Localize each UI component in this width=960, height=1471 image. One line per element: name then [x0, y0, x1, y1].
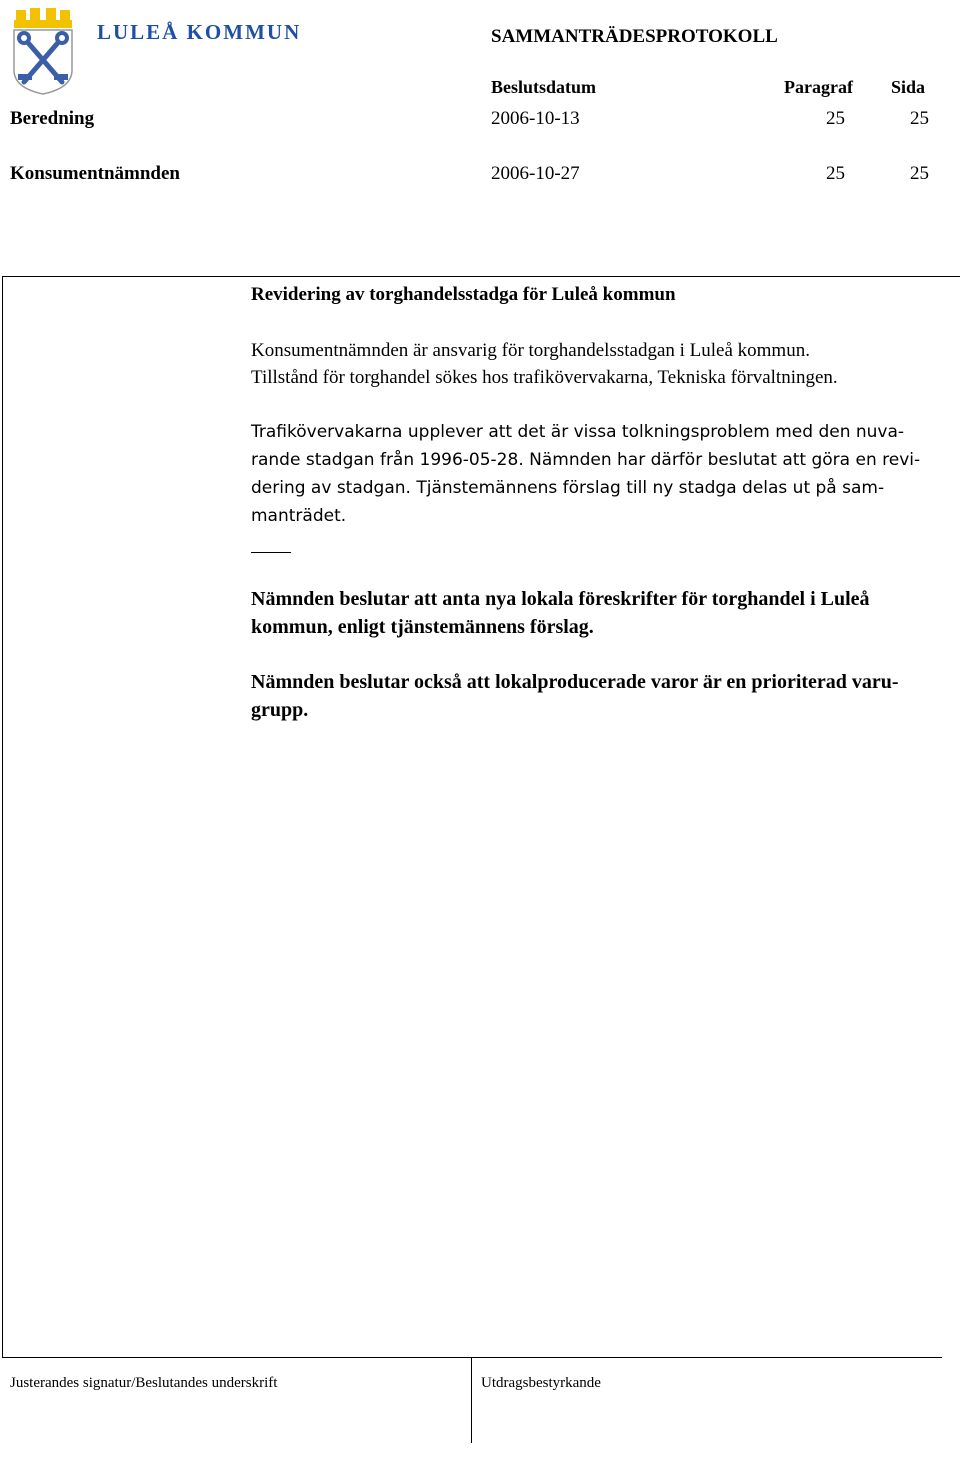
row-paragraph: 25 — [826, 108, 845, 129]
text-line: grupp. — [251, 699, 309, 721]
lulea-coat-of-arms-icon — [10, 4, 76, 96]
row-body-name: Beredning — [10, 108, 95, 129]
frame-top-rule — [2, 276, 960, 277]
row-page: 25 — [910, 108, 929, 129]
text-line: dering av stadgan. Tjänstemännens förslag till ny stadga delas ut på sam- — [251, 478, 885, 498]
decision-paragraph-1 — [251, 585, 951, 641]
frame-bottom-rule — [2, 1357, 942, 1358]
row-date: 2006-10-27 — [491, 163, 580, 184]
document-title: SAMMANTRÄDESPROTOKOLL — [491, 26, 778, 47]
extract-certification-label: Utdragsbestyrkande — [481, 1375, 601, 1391]
paragraph-responsibility — [251, 337, 951, 391]
text-line: Konsumentnämnden är ansvarig för torghandelsstadgan i Luleå kommun. — [251, 340, 810, 361]
text-line: Trafikövervakarna upplever att det är vissa tolkningsproblem med den nuva- — [251, 422, 905, 442]
section-title: Revidering av torghandelsstadga för Luleå kommun — [251, 284, 676, 305]
frame-left-rule — [2, 276, 3, 1358]
organization-name: LULEÅ KOMMUN — [97, 20, 302, 44]
row-paragraph: 25 — [826, 163, 845, 184]
text-line: Nämnden beslutar att anta nya lokala föreskrifter för torghandel i Luleå — [251, 588, 870, 610]
row-body-name: Konsumentnämnden — [10, 163, 180, 184]
column-header-page: Sida — [891, 77, 926, 97]
text-line: rande stadgan från 1996-05-28. Nämnden har därför beslutat att göra en revi- — [251, 450, 921, 470]
separator-rule — [251, 552, 291, 553]
row-date: 2006-10-13 — [491, 108, 580, 129]
signature-divider — [471, 1357, 472, 1443]
text-line: Tillstånd för torghandel sökes hos trafikövervakarna, Tekniska förvaltningen. — [251, 367, 838, 388]
column-header-date: Beslutsdatum — [491, 77, 597, 97]
text-line: Nämnden beslutar också att lokalproducerade varor är en prioriterad varu- — [251, 671, 899, 693]
row-page: 25 — [910, 163, 929, 184]
signature-label: Justerandes signatur/Beslutandes underskrift — [10, 1375, 278, 1391]
text-line: kommun, enligt tjänstemännens förslag. — [251, 616, 594, 638]
column-header-paragraph: Paragraf — [784, 77, 853, 97]
text-line: manträdet. — [251, 506, 347, 526]
paragraph-background — [251, 418, 951, 530]
decision-paragraph-2 — [251, 668, 951, 724]
